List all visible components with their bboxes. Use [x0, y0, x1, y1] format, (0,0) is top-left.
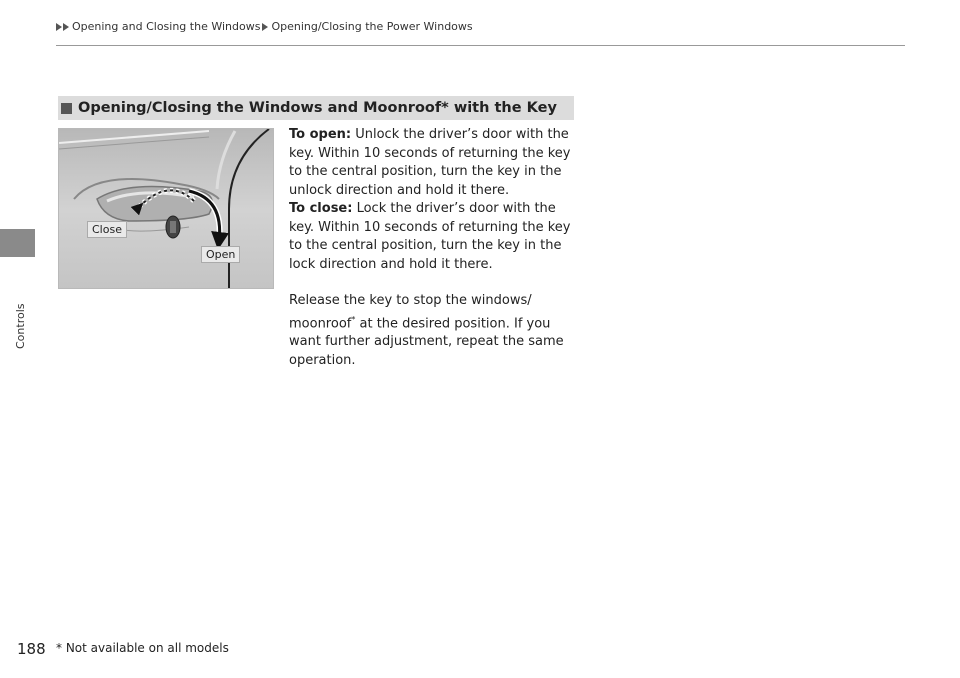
heading-square-icon: [61, 103, 72, 114]
open-label: To open:: [289, 127, 352, 142]
release-instruction: [289, 292, 577, 370]
open-instruction: [289, 126, 577, 200]
section-tab: [0, 229, 35, 257]
breadcrumb-arrow-icon: [262, 23, 268, 31]
header-divider: [56, 45, 905, 46]
close-instruction: [289, 200, 577, 274]
close-text: Lock the driver’s door with the key. Within 10 seconds of returning the key to the central position, turn the key in the lock direction and hold it there.: [289, 201, 571, 272]
footnote: * Not available on all models: [56, 641, 229, 655]
close-label: To close:: [289, 201, 353, 216]
breadcrumb-item[interactable]: Opening and Closing the Windows: [72, 20, 261, 33]
section-heading: [58, 96, 574, 120]
page-number: 188: [17, 640, 46, 658]
release-text-2: at the desired position. If you want further adjustment, repeat the same operation.: [289, 315, 564, 368]
breadcrumb-item[interactable]: Opening/Closing the Power Windows: [271, 20, 473, 33]
open-text: Unlock the driver’s door with the key. Within 10 seconds of returning the key to the central position, turn the key in the unlock direction and hold it there.: [289, 127, 571, 198]
close-callout: Close: [87, 221, 127, 238]
footnote-marker: *: [351, 314, 356, 324]
release-text-1: Release the key to stop the windows/ moonroof: [289, 293, 532, 331]
section-heading-text: Opening/Closing the Windows and Moonroof* with the Key: [78, 100, 557, 116]
breadcrumb: [56, 20, 475, 33]
breadcrumb-arrow-icon: [56, 23, 62, 31]
open-callout: Open: [201, 246, 240, 263]
section-label: Controls: [14, 303, 27, 349]
door-handle-illustration: [58, 128, 274, 289]
instructions: [289, 126, 577, 370]
door-handle-drawing: [59, 129, 274, 289]
breadcrumb-arrow-icon: [63, 23, 69, 31]
